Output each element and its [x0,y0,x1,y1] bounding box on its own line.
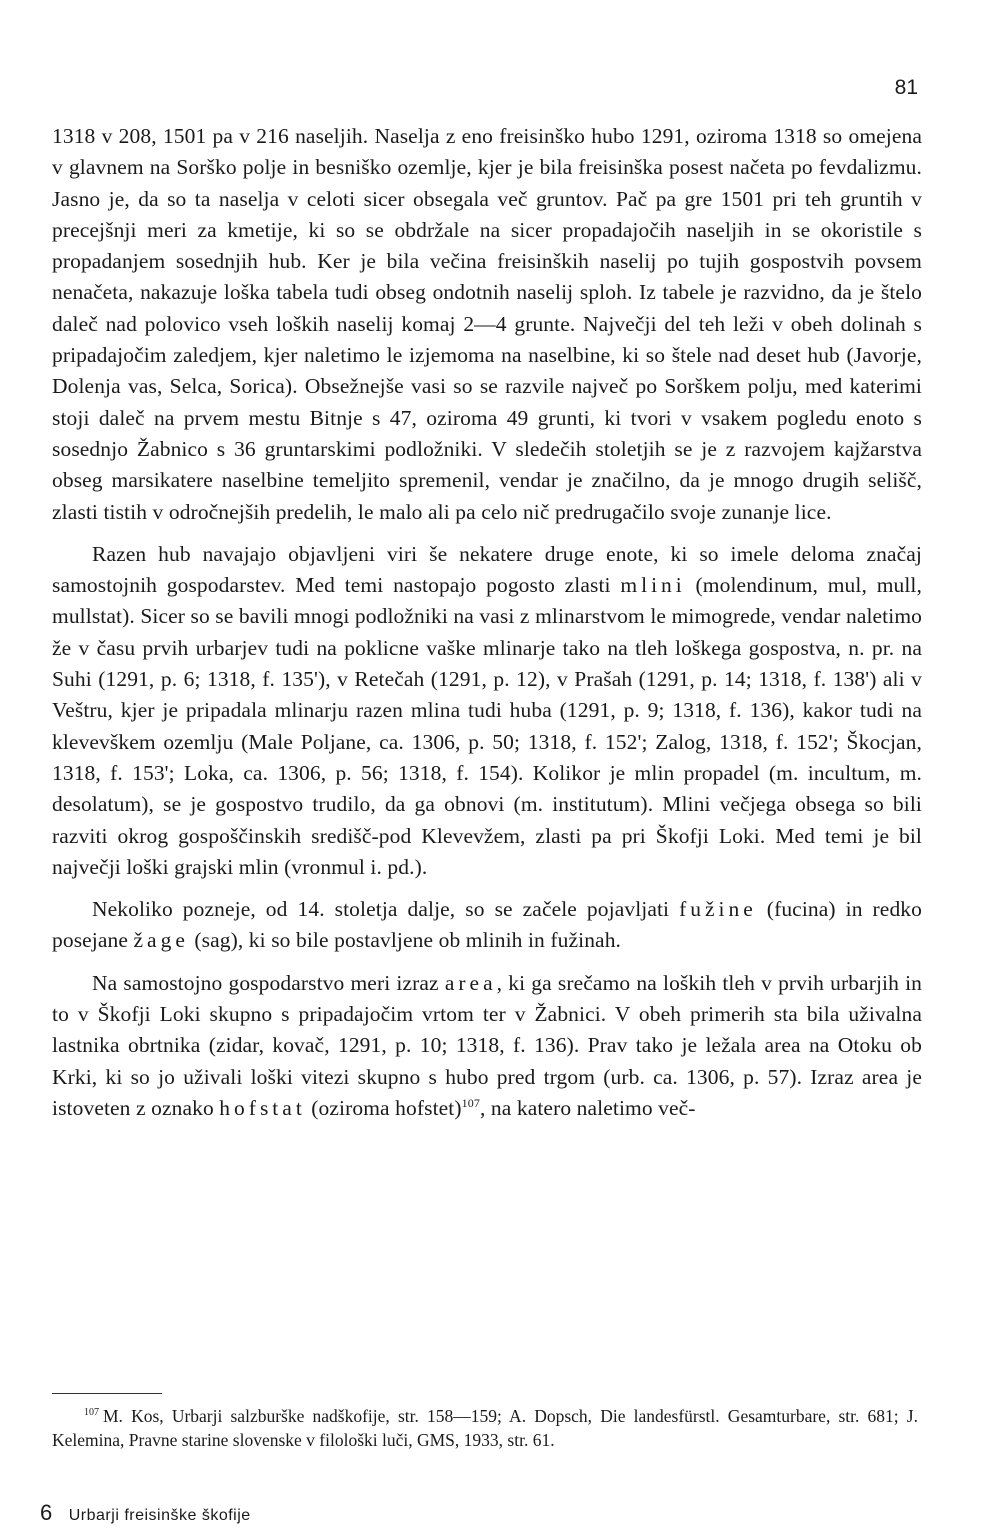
printer-signature [40,1500,251,1526]
paragraph-4-part-d: , na katero naletimo več- [479,1095,696,1120]
signature-text: Urbarji freisinške škofije [68,1507,251,1524]
footnote-text: M. Kos, Urbarji salzburške nadškofije, str. 158—159; A. Dopsch, Die landesfürstl. Gesamturbare, str. 681; J. Kelemina, Pravne starine slovenske v filološki luči, GMS, 1933, str. 61. [52,1406,918,1450]
footnote-divider [52,1393,162,1394]
paragraph-4-part-c: (oziroma hofstet) [305,1095,462,1120]
body-text [52,121,922,1124]
paragraph-1: 1318 v 208, 1501 pa v 216 naseljih. Naselja z eno freisinško hubo 1291, oziroma 1318 so omejena v glavnem na Sorško polje in besniško ozemlje, kjer je bila freisinška posest načeta po fevdalizmu. Jasno je, da so ta naselja v celoti sicer obsegala več gruntov. Pač pa gre 1501 pri teh gruntih v precejšnji meri za kmetije, ki so se obdržale na sicer propadajočih naseljih in se okoristile s propadanjem sosednjih hub. Ker je bila večina freisinških naselij po tujih gospostvih povsem nenačeta, nakazuje loška tabela tudi obseg ondotnih naselij sploh. Iz tabele je razvidno, da je štelo daleč nad polovico vseh loških naselij komaj 2—4 grunte. Največji del teh leži v obeh dolinah s pripadajočim zaledjem, kjer naletimo le izjemoma na naselbine, ki so štele nad deset hub (Javorje, Dolenja vas, Selca, Sorica). Obsežnejše vasi so se razvile največ po Sorškem polju, med katerimi stoji daleč na prvem mestu Bitnje s 47, oziroma 49 grunti, ki tvori v vsakem pogledu enoto s sosednjo Žabnico s 36 gruntarskimi podložniki. V sledečih stoletjih se je z razvojem kajžarstva obseg marsikatere naselbine temeljito spremenil, vendar je značilno, da je mnogo drugih selišč, zlasti tistih v odročnejših predelih, le malo ali pa celo nič predrugačilo svoje zunanje lice. [52,124,922,524]
paragraph-2 [52,539,922,883]
term-area: area [444,970,497,995]
paragraph-4-part-a: Na samostojno gospodarstvo meri izraz [92,970,445,995]
paragraph-4 [52,968,922,1124]
paragraph-3 [52,894,922,957]
term-hofstat: hofstat [219,1095,306,1120]
paragraph-3-part-c: (sag), ki so bile postavljene ob mlinih in fužinah. [188,928,622,953]
footnote-107 [52,1404,918,1452]
paragraph-3-part-a: Nekoliko pozneje, od 14. stoletja dalje, so se začele pojavljati [92,897,680,922]
term-fuzine: fužine [679,897,757,922]
term-mlini: mlini [620,573,686,598]
footnote-reference: 107 [461,1095,480,1110]
footnotes [52,1404,918,1452]
term-zage: žage [133,928,189,953]
page-number: 81 [894,76,918,99]
signature-number: 6 [40,1500,53,1525]
paragraph-4-part-b: , ki ga srečamo na loških tleh v prvih urbarjih in to v Škofji Loki skupno s pripadajočim vrtom ter v Žabnici. V obeh primerih sta bila uživalna lastnika obrtnika (zidar, kovač, 1291, p. 10; 1318, f. 136). Prav tako je ležala area na Otoku ob Krki, ki so jo uživali loški vitezi skupno s hubo pred trgom (urb. ca. 1306, p. 57). Izraz area je istoveten z oznako [52,970,923,1120]
footnote-mark: 107 [84,1407,99,1419]
paragraph-2-part-a: Razen hub navajajo objavljeni viri še nekatere druge enote, ki so imele deloma značaj samostojnih gospodarstev. Med temi nastopajo pogosto zlasti [52,541,922,598]
paragraph-3-part-b: (fucina) in redko posejane [52,897,922,953]
paragraph-2-part-b: (molendinum, mul, mull, mullstat). Sicer so se bavili mnogi podložniki na vasi z mlinarstvom le mimogrede, vendar naletimo že v času prvih urbarjev tudi na poklicne vaške mlinarje tako na tleh loškega gospostva, n. pr. na Suhi (1291, p. 6; 1318, f. 135'), v Retečah (1291, p. 12), v Prašah (1291, p. 14; 1318, f. 138') ali v Veštru, kjer je pripadala mlinarju razen mlina tudi huba (1291, p. 9; 1318, f. 136), kakor tudi na klevevškem ozemlju (Male Poljane, ca. 1306, p. 50; 1318, f. 152'; Zalog, 1318, f. 152'; Škocjan, 1318, f. 153'; Loka, ca. 1306, p. 56; 1318, f. 154). Kolikor je mlin propadel (m. incultum, m. desolatum), se je gospostvo trudilo, da ga obnovi (m. institutum). Mlini večjega obsega so bili razviti okrog gospoščinskih središč-pod Klevevžem, zlasti pa pri Škofji Loki. Med temi je bil največji loški grajski mlin (vronmul i. pd.). [52,573,922,879]
